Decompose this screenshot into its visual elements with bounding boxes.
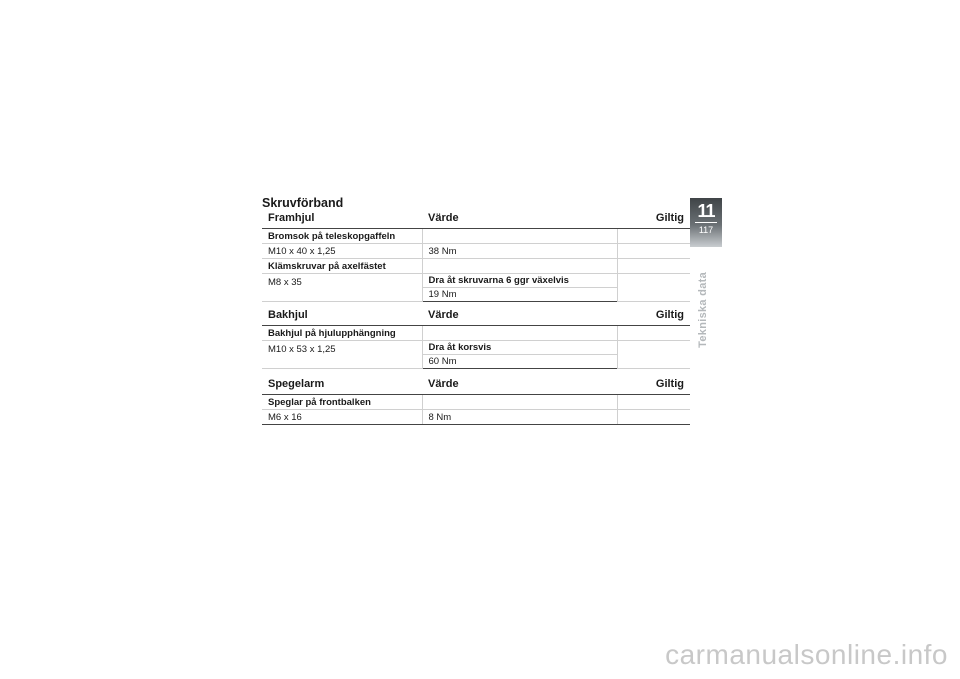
group-title: Bromsok på teleskopgaffeln xyxy=(262,229,422,244)
table-row xyxy=(262,326,690,341)
front-wheel-table xyxy=(262,208,690,302)
table-row xyxy=(262,410,690,425)
screw-size: M6 x 16 xyxy=(262,410,422,425)
header-component: Bakhjul xyxy=(262,305,422,326)
header-valid: Giltig xyxy=(617,305,690,326)
watermark: carmanualsonline.info xyxy=(665,639,948,670)
group-title: Bakhjul på hjulupphängning xyxy=(262,326,422,341)
mirror-arm-table xyxy=(262,374,690,425)
screw-size: M10 x 40 x 1,25 xyxy=(262,244,422,259)
chapter-tab xyxy=(690,198,722,247)
group-title: Klämskruvar på axelfästet xyxy=(262,259,422,274)
header-valid: Giltig xyxy=(617,374,690,395)
table-row xyxy=(262,229,690,244)
table-row xyxy=(262,395,690,410)
section-title: Skruvförband xyxy=(262,196,344,210)
table-header-row xyxy=(262,374,690,395)
header-valid: Giltig xyxy=(617,208,690,229)
rear-wheel-table xyxy=(262,305,690,369)
header-value: Värde xyxy=(422,305,617,326)
header-value: Värde xyxy=(422,374,617,395)
table-row xyxy=(262,341,690,355)
torque-value: 19 Nm xyxy=(422,288,617,302)
screw-size: M8 x 35 xyxy=(262,274,422,302)
chapter-number: 11 xyxy=(697,201,715,221)
chapter-divider xyxy=(695,222,717,223)
header-component: Framhjul xyxy=(262,208,422,229)
table-row xyxy=(262,274,690,288)
screw-size: M10 x 53 x 1,25 xyxy=(262,341,422,369)
torque-value: 60 Nm xyxy=(422,355,617,369)
table-row xyxy=(262,259,690,274)
header-value: Värde xyxy=(422,208,617,229)
torque-value: 8 Nm xyxy=(422,410,617,425)
chapter-side-label: Tekniska data xyxy=(697,272,709,348)
torque-value: 38 Nm xyxy=(422,244,617,259)
table-header-row xyxy=(262,305,690,326)
tightening-instruction: Dra åt korsvis xyxy=(422,341,617,355)
page-number: 117 xyxy=(698,225,714,235)
table-row xyxy=(262,244,690,259)
group-title: Speglar på frontbalken xyxy=(262,395,422,410)
table-header-row xyxy=(262,208,690,229)
header-component: Spegelarm xyxy=(262,374,422,395)
tightening-instruction: Dra åt skruvarna 6 ggr växelvis xyxy=(422,274,617,288)
